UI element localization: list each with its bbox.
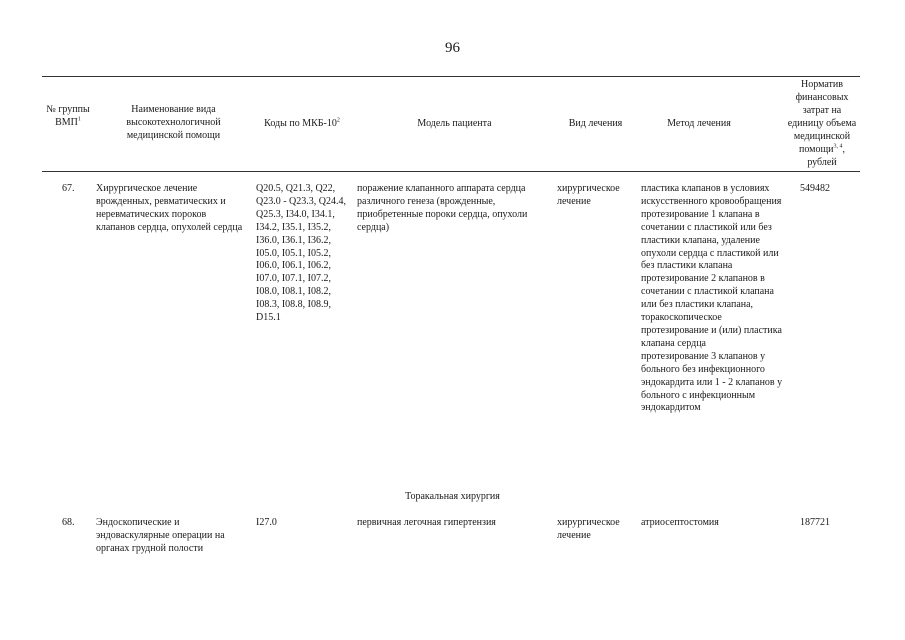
row-68-codes: I27.0	[256, 517, 277, 528]
row-68-model: первичная легочная гипертензия	[357, 517, 496, 528]
row-67-method-3: протезирование 2 клапанов в сочетании с пластикой клапана или без пластики клапана, торакоскопическое протезирование и (или) пластика клапана сердца	[641, 273, 782, 349]
header-cost-norm: Норматив финансовых затрат на единицу объема медицинской помощи$^{3, 4}$, рублей	[787, 79, 857, 168]
header-care-name: Наименование вида высокотехнологичной медицинской помощи	[126, 104, 221, 141]
header-bottom-rule	[42, 171, 860, 172]
header-top-rule	[42, 76, 860, 77]
section-title: Торакальная хирургия	[405, 491, 500, 502]
row-67-method-4: протезирование 3 клапанов у больного без инфекционного эндокардита или 1 - 2 клапанов у больного с инфекционным эндокардитом	[641, 350, 783, 414]
row-67-name: Хирургическое лечение врожденных, ревматических и неревматических пороков клапанов сердца, опухолей сердца	[96, 183, 243, 233]
row-67-method-2: протезирование 1 клапана в сочетании с пластикой или без пластики клапана, удаление опухоли сердца с пластикой или без пластики клапана	[641, 208, 779, 272]
page-number: 96	[445, 40, 460, 56]
row-67-model: поражение клапанного аппарата сердца различного генеза (врожденные, приобретенные пороки сердца, опухоли сердца)	[357, 183, 528, 233]
row-68-number: 68.	[62, 517, 75, 528]
header-treatment-method: Метод лечения	[667, 118, 731, 129]
row-67-codes: Q20.5, Q21.3, Q22, Q23.0 - Q23.3, Q24.4, Q25.3, I34.0, I34.1, I34.2, I35.1, I35.2, I36.0, I36.1, I36.2, I05.0, I05.1, I05.2, I06.0, I06.1, I06.2, I07.0, I07.1, I07.2, I08.0, I08.1, I08.2, I08.3, I08.8, I08.9, D15.1	[256, 183, 346, 324]
header-group-no: № группы ВМП$^1$	[46, 104, 90, 128]
header-patient-model: Модель пациента	[417, 118, 492, 129]
row-67-number: 67.	[62, 183, 75, 194]
row-67-methods	[641, 183, 791, 415]
row-68-name: Эндоскопические и эндоваскулярные операции на органах грудной полости	[96, 517, 225, 554]
header-icd-codes: Коды по МКБ-$10^2$	[264, 117, 340, 129]
row-67-treatment: хирургическое лечение	[557, 183, 620, 207]
row-67-cost: 549482	[800, 183, 830, 194]
row-67-method-1: пластика клапанов в условиях искусственного кровообращения	[641, 183, 782, 207]
header-treatment-type: Вид лечения	[568, 118, 623, 129]
row-68-method-1: атриосептостомия	[641, 517, 719, 528]
row-68-treatment: хирургическое лечение	[557, 517, 620, 541]
row-68-cost: 187721	[800, 517, 830, 528]
